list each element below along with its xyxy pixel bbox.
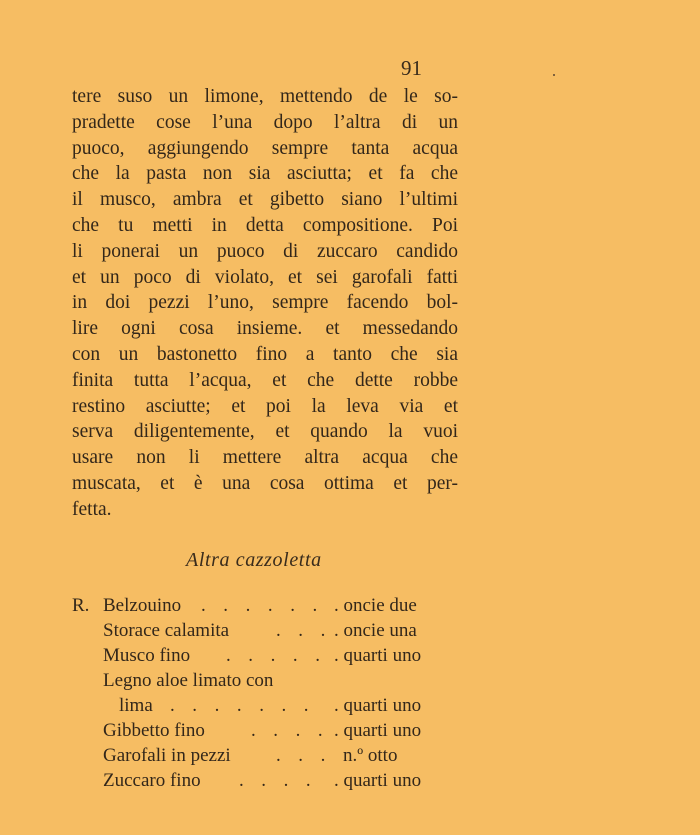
- paragraph-line: che tu metti in detta compositione. Poi: [72, 214, 458, 236]
- ingredient-name: Belzouino: [103, 595, 182, 616]
- leader-dots: . . . .: [239, 770, 318, 791]
- ingredient-quantity: . oncie una: [334, 620, 417, 641]
- ingredient-row: [0, 693, 700, 718]
- paragraph-line: li ponerai un puoco di zuccaro candido: [72, 240, 458, 262]
- ingredient-quantity: . quarti uno: [334, 770, 422, 791]
- section-title: Altra cazzoletta: [186, 549, 322, 571]
- paragraph-line: puoco, aggiungendo sempre tanta acqua: [72, 137, 458, 159]
- ingredient-quantity: . quarti uno: [334, 720, 422, 741]
- paragraph-line: il musco, ambra et gibetto siano l’ultimi: [72, 189, 458, 211]
- page-number: 91: [401, 56, 422, 80]
- paragraph-line: muscata, et è una cosa ottima et per-: [72, 472, 458, 494]
- ingredient-row: [0, 718, 700, 743]
- leader-dots: . . .: [276, 745, 332, 766]
- leader-dots: . . . . . .: [201, 595, 324, 616]
- ingredient-quantity: . oncie due: [334, 595, 417, 616]
- body-paragraph: [72, 84, 458, 523]
- paragraph-line: usare non li mettere altra acqua che: [72, 447, 458, 469]
- paragraph-line: che la pasta non sia asciutta; et fa che: [72, 163, 458, 185]
- paragraph-line: tere suso un limone, mettendo de le so-: [72, 86, 458, 107]
- ingredient-row: [0, 743, 700, 768]
- leader-dots: . . .: [276, 620, 332, 641]
- leader-dots: . . . . . . .: [170, 695, 315, 716]
- paragraph-line: et un poco di violato, et sei garofali fatti: [72, 266, 458, 288]
- ingredient-row: [0, 618, 700, 643]
- ingredient-name: Zuccaro fino: [103, 770, 201, 791]
- ingredient-name: lima: [119, 695, 153, 716]
- ingredient-quantity: n.º otto: [343, 745, 398, 766]
- ingredient-quantity: . quarti uno: [334, 645, 422, 666]
- paragraph-line: in doi pezzi l’uno, sempre facendo bol-: [72, 292, 458, 314]
- ingredient-name: Gibbetto fino: [103, 720, 205, 741]
- paragraph-line: finita tutta l’acqua, et che dette robbe: [72, 369, 458, 391]
- paragraph-line: lire ogni cosa insieme. et messedando: [72, 318, 458, 340]
- paragraph-line: con un bastonetto fino a tanto che sia: [72, 343, 458, 365]
- ingredient-name: Legno aloe limato con: [103, 670, 274, 691]
- leader-dots: . . . . .: [226, 645, 327, 666]
- paragraph-line: fetta.: [72, 498, 112, 520]
- ingredient-list: [0, 593, 700, 813]
- ingredient-row: [0, 768, 700, 793]
- paragraph-line: pradette cose l’una dopo l’altra di un: [72, 111, 458, 133]
- ingredient-quantity: . quarti uno: [334, 695, 422, 716]
- paragraph-line: serva diligentemente, et quando la vuoi: [72, 421, 458, 443]
- ingredient-name: Garofali in pezzi: [103, 745, 231, 766]
- ingredient-row: [0, 593, 700, 618]
- paper-speck: [553, 74, 555, 76]
- ingredient-row: [0, 643, 700, 668]
- ingredient-name: Storace calamita: [103, 620, 230, 641]
- paragraph-line: restino asciutte; et poi la leva via et: [72, 395, 458, 417]
- ingredient-name: Musco fino: [103, 645, 191, 666]
- ingredient-row: [0, 668, 700, 693]
- leader-dots: . . . .: [251, 720, 330, 741]
- recipe-prefix: R.: [72, 595, 90, 616]
